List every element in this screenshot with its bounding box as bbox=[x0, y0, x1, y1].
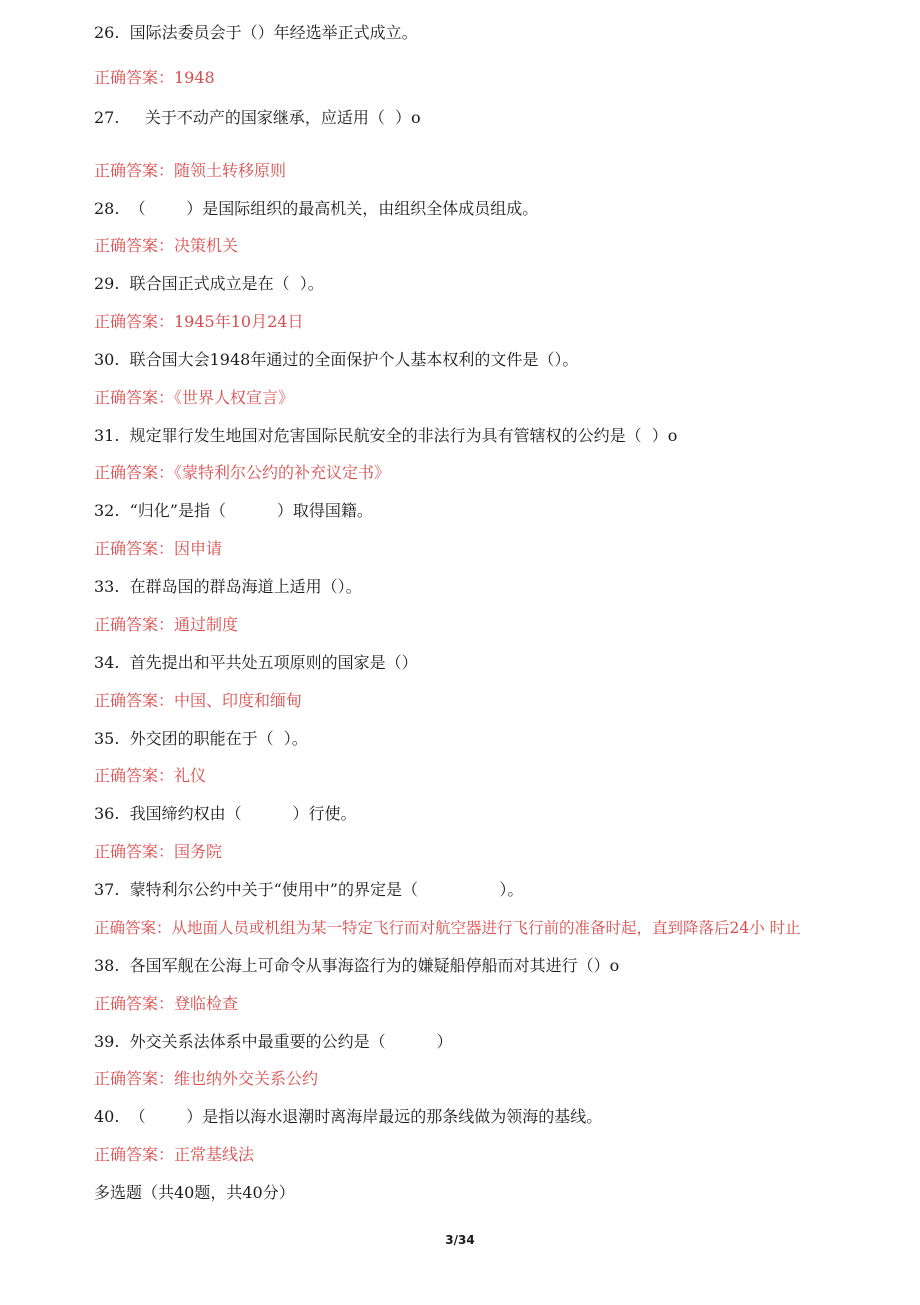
answer-30: 正确答案：《世界人权宣言》 bbox=[94, 388, 295, 407]
question-36: 36. 我国缔约权由（ ）行使。 bbox=[94, 804, 357, 823]
question-27: 27. 关于不动产的国家继承，应适用（ ）o bbox=[94, 108, 421, 127]
question-28: 28. （ ）是国际组织的最高机关，由组织全体成员组成。 bbox=[94, 199, 539, 218]
question-31: 31. 规定罪行发生地国对危害国际民航安全的非法行为具有管辖权的公约是（ ）o bbox=[94, 426, 678, 445]
question-39: 39. 外交关系法体系中最重要的公约是（ ） bbox=[94, 1032, 453, 1051]
question-26: 26. 国际法委员会于（）年经选举正式成立。 bbox=[94, 23, 418, 42]
question-37: 37. 蒙特利尔公约中关于“使用中”的界定是（ ）。 bbox=[94, 880, 524, 899]
answer-37: 正确答案：从地面人员或机组为某一特定飞行而对航空器进行飞行前的准备时起，直到降落后24小 时止 bbox=[94, 919, 801, 937]
answer-39: 正确答案：维也纳外交关系公约 bbox=[94, 1069, 319, 1088]
answer-36: 正确答案：国务院 bbox=[94, 842, 223, 861]
answer-26: 正确答案：1948 bbox=[94, 68, 215, 87]
question-38: 38. 各国军舰在公海上可命令从事海盗行为的嫌疑船停船而对其进行（）o bbox=[94, 956, 620, 975]
answer-27: 正确答案：随领土转移原则 bbox=[94, 161, 287, 180]
question-33: 33. 在群岛国的群岛海道上适用（）。 bbox=[94, 577, 362, 596]
answer-38: 正确答案：登临检查 bbox=[94, 994, 239, 1013]
page-number: 3/34 bbox=[445, 1233, 475, 1247]
question-34: 34. 首先提出和平共处五项原则的国家是（） bbox=[94, 653, 418, 672]
question-35: 35. 外交团的职能在于（ ）。 bbox=[94, 729, 308, 748]
answer-40: 正确答案：正常基线法 bbox=[94, 1145, 255, 1164]
answer-32: 正确答案：因申请 bbox=[94, 539, 223, 558]
answer-29: 正确答案：1945年10月24日 bbox=[94, 312, 304, 331]
answer-34: 正确答案：中国、印度和缅甸 bbox=[94, 691, 303, 710]
answer-31: 正确答案：《蒙特利尔公约的补充议定书》 bbox=[94, 463, 391, 482]
question-30: 30. 联合国大会1948年通过的全面保护个人基本权利的文件是（）。 bbox=[94, 350, 579, 369]
question-40: 40. （ ）是指以海水退潮时离海岸最远的那条线做为领海的基线。 bbox=[94, 1107, 603, 1126]
answer-28: 正确答案：决策机关 bbox=[94, 236, 239, 255]
section-heading: 多选题（共40题，共40分） bbox=[94, 1183, 295, 1202]
answer-35: 正确答案：礼仪 bbox=[94, 766, 207, 785]
answer-33: 正确答案：通过制度 bbox=[94, 615, 239, 634]
question-32: 32. “归化”是指（ ）取得国籍。 bbox=[94, 501, 373, 520]
question-29: 29. 联合国正式成立是在（ ）。 bbox=[94, 274, 324, 293]
